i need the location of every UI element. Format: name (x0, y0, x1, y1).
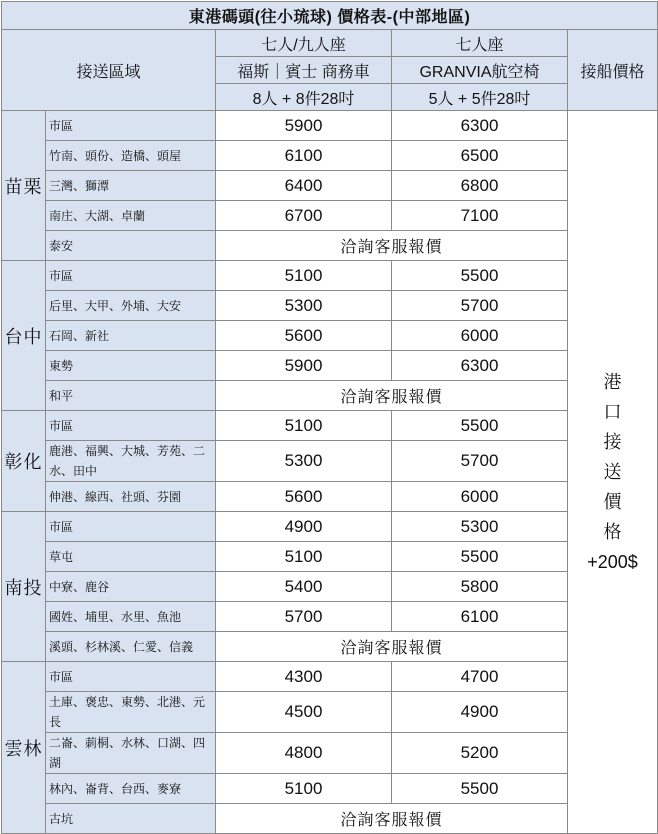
region-taichung: 台中 (2, 261, 46, 411)
price-b-cell: 6300 (392, 351, 568, 381)
consult-note: 洽詢客服報價 (216, 231, 568, 261)
area-cell: 竹南、頭份、造橋、頭屋 (46, 141, 216, 171)
area-cell: 市區 (46, 662, 216, 692)
pickup-note-char: 價 (603, 492, 622, 512)
area-cell: 古坑 (46, 804, 216, 834)
region-changhua: 彰化 (2, 411, 46, 512)
region-miaoli: 苗栗 (2, 111, 46, 261)
price-b-cell: 7100 (392, 201, 568, 231)
consult-note: 洽詢客服報價 (216, 804, 568, 834)
price-a-cell: 5900 (216, 351, 392, 381)
price-a-cell: 5400 (216, 572, 392, 602)
area-cell: 中寮、鹿谷 (46, 572, 216, 602)
consult-note: 洽詢客服報價 (216, 381, 568, 411)
price-b-cell: 6500 (392, 141, 568, 171)
price-a-cell: 5300 (216, 291, 392, 321)
pickup-note-char: 送 (603, 462, 622, 482)
area-cell: 三灣、獅潭 (46, 171, 216, 201)
price-a-cell: 5300 (216, 441, 392, 482)
area-cell: 南庄、大湖、卓蘭 (46, 201, 216, 231)
price-b-cell: 6100 (392, 602, 568, 632)
area-cell: 市區 (46, 411, 216, 441)
model-a-header: 福斯｜賓士 商務車 (216, 57, 392, 84)
price-a-cell: 5100 (216, 411, 392, 441)
price-a-cell: 5100 (216, 542, 392, 572)
table-title: 東港碼頭(往小琉球) 價格表-(中部地區) (2, 2, 658, 30)
area-cell: 石岡、新社 (46, 321, 216, 351)
region-nantou: 南投 (2, 512, 46, 662)
price-a-cell: 5100 (216, 261, 392, 291)
area-cell: 泰安 (46, 231, 216, 261)
capacity-b-header: 5人 + 5件28吋 (392, 84, 568, 111)
area-header: 接送區域 (2, 30, 216, 111)
price-b-cell: 6000 (392, 482, 568, 512)
price-b-cell: 5700 (392, 441, 568, 482)
price-a-cell: 5600 (216, 482, 392, 512)
area-cell: 東勢 (46, 351, 216, 381)
price-a-cell: 5600 (216, 321, 392, 351)
price-b-cell: 6800 (392, 171, 568, 201)
price-b-cell: 5200 (392, 733, 568, 774)
pickup-note-surcharge: +200$ (587, 552, 638, 572)
area-cell: 二崙、莿桐、水林、口湖、四湖 (46, 733, 216, 774)
price-a-cell: 5900 (216, 111, 392, 141)
price-a-cell: 6400 (216, 171, 392, 201)
pickup-note-char: 接 (603, 432, 622, 452)
capacity-a-header: 8人 + 8件28吋 (216, 84, 392, 111)
price-a-cell: 4500 (216, 692, 392, 733)
pickup-note-char: 格 (603, 522, 622, 542)
pickup-note-char: 港 (603, 372, 622, 392)
price-b-cell: 6300 (392, 111, 568, 141)
vehicle-a-header: 七人/九人座 (216, 30, 392, 57)
price-a-cell: 5700 (216, 602, 392, 632)
price-b-cell: 4900 (392, 692, 568, 733)
area-cell: 市區 (46, 261, 216, 291)
region-yunlin: 雲林 (2, 662, 46, 834)
price-b-cell: 4700 (392, 662, 568, 692)
price-b-cell: 5500 (392, 261, 568, 291)
price-b-cell: 6000 (392, 321, 568, 351)
area-cell: 土庫、褒忠、東勢、北港、元長 (46, 692, 216, 733)
price-table (1, 1, 658, 834)
price-b-cell: 5500 (392, 542, 568, 572)
area-cell: 和平 (46, 381, 216, 411)
area-cell: 市區 (46, 111, 216, 141)
price-b-cell: 5700 (392, 291, 568, 321)
vehicle-b-header: 七人座 (392, 30, 568, 57)
price-a-cell: 5100 (216, 774, 392, 804)
price-a-cell: 4300 (216, 662, 392, 692)
area-cell: 林內、崙背、台西、麥寮 (46, 774, 216, 804)
consult-note: 洽詢客服報價 (216, 632, 568, 662)
price-a-cell: 6700 (216, 201, 392, 231)
pickup-note-char: 口 (603, 402, 622, 422)
area-cell: 后里、大甲、外埔、大安 (46, 291, 216, 321)
area-cell: 溪頭、杉林溪、仁愛、信義 (46, 632, 216, 662)
model-b-header: GRANVIA航空椅 (392, 57, 568, 84)
area-cell: 市區 (46, 512, 216, 542)
price-a-cell: 6100 (216, 141, 392, 171)
price-b-cell: 5300 (392, 512, 568, 542)
price-a-cell: 4900 (216, 512, 392, 542)
price-b-cell: 5500 (392, 411, 568, 441)
pickup-header: 接船價格 (568, 30, 658, 111)
area-cell: 國姓、埔里、水里、魚池 (46, 602, 216, 632)
area-cell: 伸港、線西、社頭、芬園 (46, 482, 216, 512)
price-b-cell: 5500 (392, 774, 568, 804)
price-a-cell: 4800 (216, 733, 392, 774)
area-cell: 鹿港、福興、大城、芳苑、二水、田中 (46, 441, 216, 482)
pickup-note (568, 111, 658, 834)
area-cell: 草屯 (46, 542, 216, 572)
price-b-cell: 5800 (392, 572, 568, 602)
